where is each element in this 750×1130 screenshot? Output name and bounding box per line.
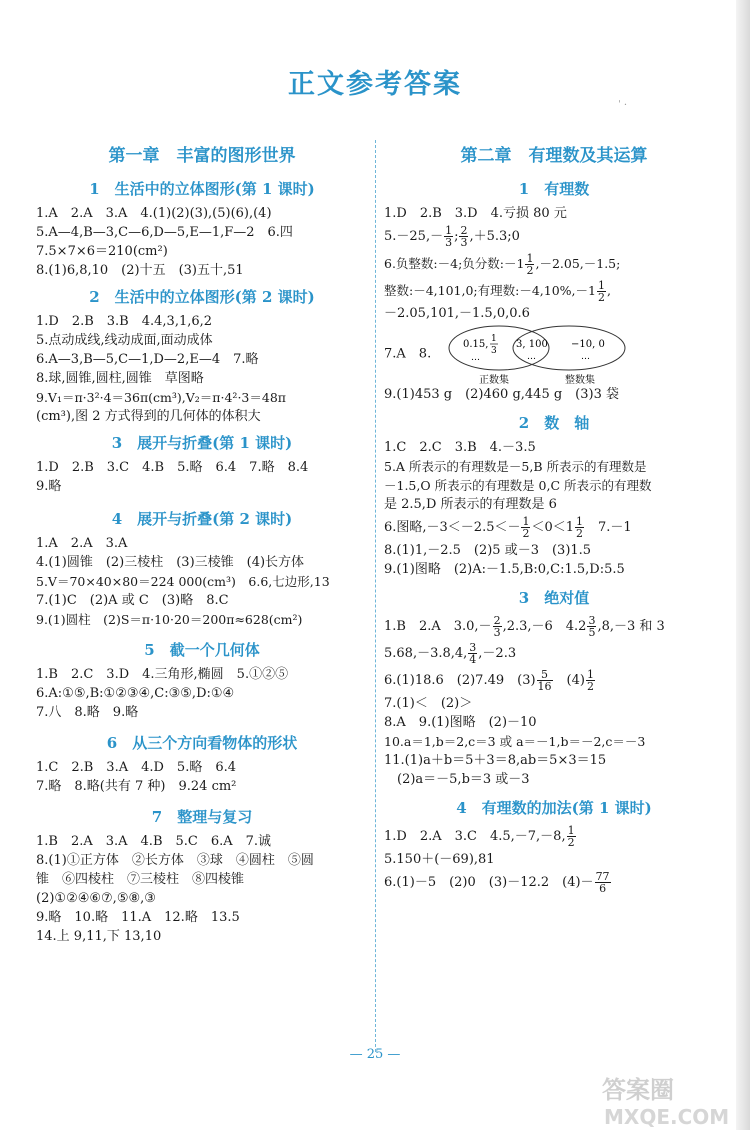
- answer-line: 1.D 2.B 3.B 4.4,3,1,6,2: [36, 314, 213, 329]
- answer-line: 9.V₁＝π·3²·4＝36π(cm³),V₂＝π·4²·3＝48π: [36, 390, 286, 405]
- answer-line: (2)①②④⑥⑦,⑤⑧,③: [36, 891, 156, 906]
- section-1-6-title: 6 从三个方向看物体的形状: [106, 734, 298, 752]
- fraction: $\frac{5}{16}$: [537, 668, 552, 693]
- answer-line: 1.A 2.A 3.A: [36, 536, 128, 551]
- answer-line: (cm³),图 2 方式得到的几何体的体积大: [36, 409, 261, 424]
- answer-line: 5.点动成线,线动成面,面动成体: [36, 333, 213, 348]
- answer-line: 7.八 8.略 9.略: [36, 705, 139, 720]
- chapter-1-title: 第一章 丰富的图形世界: [108, 146, 296, 166]
- section-1-3-title: 3 展开与折叠(第 1 课时): [111, 434, 293, 452]
- speck: ˈ ·: [618, 100, 628, 111]
- answer-line: 6.A:①⑤,B:①②③④,C:③⑤,D:①④: [36, 686, 235, 701]
- fraction: $\frac{1}{2}$: [586, 668, 594, 693]
- section-2-4-title: 4 有理数的加法(第 1 课时): [456, 799, 652, 817]
- svg-text:…: …: [471, 353, 481, 363]
- answer-line: －2.05,101,－1.5,0,0.6: [384, 306, 530, 321]
- answer-line: (2)a＝－5,b＝3 或－3: [384, 772, 530, 787]
- answer-line: 14.上 9,11,下 13,10: [36, 929, 162, 944]
- page-title: 正文参考答案: [288, 69, 462, 100]
- answer-line: 6.图略,－3＜－2.5＜－ $\frac{1}{2}$ ＜0＜1 $\frac{1}{2}$ 7.－1: [384, 515, 632, 540]
- section-2-3-title: 3 绝对值: [518, 589, 590, 607]
- fraction: $\frac{1}{2}$: [597, 279, 605, 304]
- answer-line: 5.A—4,B—3,C—6,D—5,E—1,F—2 6.四: [36, 225, 293, 240]
- section-1-1-title: 1 生活中的立体图形(第 1 课时): [89, 180, 315, 198]
- svg-text:…: …: [527, 352, 537, 362]
- answer-line: 1.D 2.A 3.C 4.5,－7,－8, $\frac{1}{2}$: [384, 824, 575, 849]
- column-divider: [375, 140, 376, 1052]
- svg-text:−10, 0: −10, 0: [571, 339, 606, 350]
- answer-line: 9.(1)图略 (2)A:－1.5,B:0,C:1.5,D:5.5: [384, 562, 625, 577]
- fraction: $\frac{1}{2}$: [576, 515, 584, 540]
- answer-line: 8.(1)1,－2.5 (2)5 或－3 (3)1.5: [384, 543, 592, 558]
- fraction: $\frac{1}{2}$: [522, 515, 530, 540]
- fraction: $\frac{1}{3}$: [445, 224, 453, 249]
- answer-line: 7.5×7×6＝210(cm²): [36, 244, 168, 259]
- section-1-4-title: 4 展开与折叠(第 2 课时): [111, 510, 293, 528]
- section-1-2-title: 2 生活中的立体图形(第 2 课时): [89, 288, 315, 306]
- answer-line: 1.D 2.B 3.D 4.亏损 80 元: [384, 206, 567, 221]
- answer-line: 6.(1)18.6 (2)7.49 (3) $\frac{5}{16}$ (4) $\frac{1}{2}$: [384, 668, 594, 693]
- section-2-2-title: 2 数 轴: [518, 414, 590, 432]
- fraction: $\frac{2}{3}$: [493, 614, 501, 639]
- answer-line: 1.B 2.C 3.D 4.三角形,椭圆 5.①②⑤: [36, 667, 289, 682]
- svg-text:MXQE.COM: MXQE.COM: [604, 1105, 730, 1128]
- answer-line: 8.(1)①正方体 ②长方体 ③球 ④圆柱 ⑤圆: [36, 853, 314, 868]
- answer-line: 1.D 2.B 3.C 4.B 5.略 6.4 7.略 8.4: [36, 460, 309, 475]
- fraction: $\frac{1}{2}$: [526, 252, 534, 277]
- svg-text:3: 3: [491, 346, 498, 356]
- answer-line: 7.略 8.略(共有 7 种) 9.24 cm²: [36, 779, 237, 794]
- answer-line: 1.C 2.C 3.B 4.－3.5: [384, 440, 536, 455]
- fraction: $\frac{1}{2}$: [567, 824, 575, 849]
- answer-line: 5.150＋(－69),81: [384, 852, 495, 867]
- fraction: $\frac{2}{3}$: [460, 224, 468, 249]
- answer-line: －1.5,O 所表示的有理数是 0,C 所表示的有理数: [384, 478, 652, 493]
- answer-line: 4.(1)圆锥 (2)三棱柱 (3)三棱锥 (4)长方体: [36, 555, 305, 570]
- answer-line: 1.B 2.A 3.0,－ $\frac{2}{3}$ ,2.3,－6 4.2 $\frac{3}{5}$ ,8,－3 和 3: [384, 614, 665, 639]
- chapter-2-title: 第二章 有理数及其运算: [460, 146, 648, 166]
- answer-line: 5.68,－3.8,4, $\frac{3}{4}$ ,－2.3: [384, 641, 517, 666]
- svg-text:…: …: [581, 352, 591, 362]
- answer-line: 9.(1)圆柱 (2)S＝π·10·20＝200π≈628(cm²): [36, 612, 303, 627]
- svg-text:答案圈: 答案圈: [602, 1076, 674, 1104]
- svg-text:1: 1: [491, 334, 498, 344]
- answer-line: 1.B 2.A 3.A 4.B 5.C 6.A 7.诚: [36, 834, 272, 849]
- answer-line: 10.a＝1,b＝2,c＝3 或 a＝－1,b＝－2,c＝－3: [384, 734, 646, 749]
- page-number: — 25 —: [349, 1047, 401, 1062]
- answer-line: 8.球,圆锥,圆柱,圆锥 草图略: [36, 371, 204, 386]
- answer-line: 11.(1)a＋b＝5＋3＝8,ab＝5×3＝15: [384, 753, 607, 768]
- answer-line: 1.A 2.A 3.A 4.(1)(2)(3),(5)(6),(4): [36, 206, 272, 221]
- answer-line: 是 2.5,D 所表示的有理数是 6: [384, 497, 557, 512]
- answer-line: 7.A 8. 0.15, 1 3 … 3, 100 … −10, 0 … 正数集 整数集: [384, 323, 724, 385]
- svg-text:0.15,: 0.15,: [463, 339, 489, 350]
- fraction: $\frac{77}{6}$: [595, 870, 610, 895]
- answer-line: 9.(1)453 g (2)460 g,445 g (3)3 袋: [384, 387, 619, 402]
- watermark-logo: [598, 1072, 743, 1128]
- answer-line: 5.－25,－ $\frac{1}{3}$ ; $\frac{2}{3}$ ,＋5.3;0: [384, 224, 520, 249]
- section-1-5-title: 5 截一个几何体: [144, 641, 260, 659]
- scan-edge: [736, 0, 750, 1130]
- right-column: [384, 140, 724, 896]
- fraction: $\frac{3}{4}$: [469, 641, 477, 666]
- svg-text:整数集: 整数集: [565, 375, 596, 385]
- svg-text:3, 100: 3, 100: [516, 339, 549, 350]
- answer-line: 6.负整数:－4;负分数:－1 $\frac{1}{2}$ ,－2.05,－1.5;: [384, 252, 621, 277]
- svg-text:正数集: 正数集: [479, 375, 510, 385]
- section-2-1-title: 1 有理数: [518, 180, 590, 198]
- answer-line: 8.(1)6,8,10 (2)十五 (3)五十,51: [36, 263, 244, 278]
- fraction: $\frac{3}{5}$: [588, 614, 596, 639]
- answer-line: 锥 ⑥四棱柱 ⑦三棱柱 ⑧四棱锥: [36, 872, 245, 887]
- answer-line: 6.(1)－5 (2)0 (3)－12.2 (4)－ $\frac{77}{6}$: [384, 870, 610, 895]
- answer-line: 9.略: [36, 479, 62, 494]
- left-column: [36, 140, 368, 946]
- answer-line: 7.(1)＜ (2)＞: [384, 696, 473, 711]
- answer-line: 6.A—3,B—5,C—1,D—2,E—4 7.略: [36, 352, 259, 367]
- answer-line: 7.(1)C (2)A 或 C (3)略 8.C: [36, 593, 229, 608]
- venn-diagram: [441, 323, 631, 385]
- section-1-7-title: 7 整理与复习: [151, 808, 253, 826]
- answer-line: 1.C 2.B 3.A 4.D 5.略 6.4: [36, 760, 237, 775]
- answer-line: 整数:－4,101,0;有理数:－4,10%,－1 $\frac{1}{2}$ ,: [384, 279, 611, 304]
- answer-line: 5.V＝70×40×80＝224 000(cm³) 6.6,七边形,13: [36, 574, 330, 589]
- answer-line: 9.略 10.略 11.A 12.略 13.5: [36, 910, 240, 925]
- answer-line: 5.A 所表示的有理数是－5,B 所表示的有理数是: [384, 459, 647, 474]
- answer-line: 8.A 9.(1)图略 (2)－10: [384, 715, 537, 730]
